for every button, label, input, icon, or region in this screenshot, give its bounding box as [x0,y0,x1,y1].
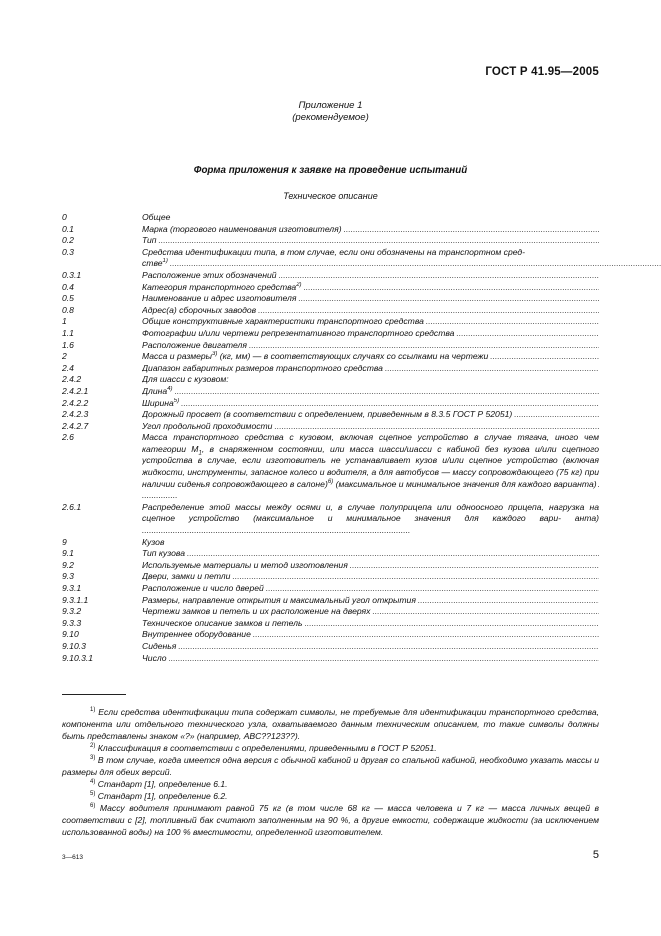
item-text-part: Кузов [142,536,165,547]
item-text [142,502,599,537]
item-text [142,293,298,305]
item-row [62,270,599,282]
item-text-part: (максимальное и минимальное значения для каждого варианта) [333,478,597,489]
item-text-part: Распределение этой массы между осями и, в случае полуприцепа или одноосного прицепа, нагрузка на сцепное устройство (максимальное и минимальное значения для каждого вари- [142,501,599,524]
item-text-part: Техническое описание замков и петель [142,617,303,628]
footnote-mark: 6) [90,803,96,810]
item-text-part: Марка (торгового наименования изготовителя) [142,223,342,234]
footnote [62,743,599,755]
item-text [142,583,266,595]
item-text [142,548,187,560]
footnote [62,755,599,779]
item-row [62,560,599,572]
item-row [62,293,599,305]
item-text-part: Диапазон габаритных размеров транспортного средства [142,362,383,373]
section-title: Техническое описание [283,191,378,201]
item-number: 2.4.2.3 [62,409,89,420]
item-row [62,595,599,607]
item-text-part: Средства идентификации типа, в том случае, если они обозначены на транспортном сред- [142,246,526,257]
item-text [142,641,178,653]
item-text-part: Общее [142,212,171,222]
item-number: 9.3.2 [62,606,82,617]
leader-dots [490,351,599,363]
item-text-part: Внутреннее оборудование [142,629,251,640]
item-text [142,374,231,386]
leader-dots [298,293,599,305]
leader-dots [274,421,599,433]
item-number: 9.3 [62,571,74,582]
item-text-part: Адрес(а) сборочных заводов [142,304,257,315]
leader-dots [344,224,599,236]
item-number: 9.3.3 [62,617,82,628]
item-number: 2.4.2.7 [62,420,89,431]
item-number: 0.1 [62,223,74,234]
item-text-part: Для шасси с кузовом: [142,374,229,385]
item-row [62,653,599,665]
annex-title: Приложение 1 [298,100,363,111]
leader-dots [181,398,599,410]
item-text [142,351,490,363]
item-number: 9.1 [62,548,74,559]
leader-dots [418,595,599,607]
item-row [62,606,599,618]
item-text-part: стве [142,258,163,269]
item-text [142,212,172,224]
item-text-part: Длина [142,385,168,396]
item-list [62,212,599,664]
item-row [62,386,599,398]
item-number: 2.4.2 [62,374,82,385]
item-text-part: Размеры, направление открытия и максимальный угол открытия [142,594,416,605]
item-number: 2.6 [62,432,74,443]
item-text [142,224,344,236]
item-text-part: (кг, мм) — в соответствующих случаях со ссылками на чертежи [217,351,489,362]
footnote [62,779,599,791]
footnote [62,791,599,803]
item-text [142,537,166,549]
leader-dots: . . . . . . . . . . . . . . . . . . . . . . . . . . . . . . . . . . . . . . . . . . . . . . . . . . . . . . . . . . . . . . . . . . . . . . . . . . . . . . . . . . . . . . . . . . . . . . . . . . . . . . . . . . . . . . . . . [142,525,410,536]
footnote-separator [62,694,126,695]
item-number: 9.3.1 [62,583,82,593]
leader-dots: . . . . . . . . . . . . . . . . [142,478,599,501]
item-row [62,224,599,236]
item-row [62,571,599,583]
item-row [62,398,599,410]
item-row [62,421,599,433]
item-text [142,247,661,270]
leader-dots [170,258,661,270]
leader-dots [385,363,599,375]
item-row [62,537,599,549]
item-text-part: Угол продольной проходимости [142,420,273,431]
item-text [142,282,304,294]
item-text [142,316,426,328]
leader-dots [456,328,599,340]
item-number: 0 [62,212,67,222]
footnote-mark: 4) [90,779,96,786]
leader-dots [175,386,599,398]
footnote-ref: 2) [296,281,302,288]
footnote-ref: 4) [167,386,173,393]
item-number: 0.3 [62,246,74,257]
item-text-part: Сиденья [142,640,177,651]
item-text-part: Масса и размеры [142,351,213,362]
item-text [142,305,258,317]
item-row [62,409,599,421]
leader-dots [304,282,599,294]
item-row [62,641,599,653]
item-row [62,235,599,247]
item-number: 0.2 [62,235,74,246]
item-row [62,548,599,560]
item-text [142,421,274,433]
item-row [62,212,599,224]
leader-dots [232,571,599,583]
item-text [142,340,249,352]
item-row [62,363,599,375]
footnote-text: Стандарт [1], определение 6.2. [97,791,228,801]
item-text-part: Расположение двигателя [142,339,247,350]
item-text [142,571,232,583]
leader-dots [372,606,599,618]
item-number: 0.3.1 [62,269,82,280]
page-number: 5 [592,849,599,861]
item-number: 0.5 [62,293,74,304]
item-number: 2.4.2.2 [62,397,89,408]
item-row [62,282,599,294]
item-text-part: Тип [142,235,157,246]
item-text [142,560,350,572]
item-number: 2.4 [62,362,74,373]
item-number: 2.4.2.1 [62,385,89,396]
item-number: 9 [62,536,67,547]
leader-dots [279,270,599,282]
leader-dots [350,560,599,572]
leader-dots [253,629,599,641]
item-text-part: анта) [574,513,599,524]
footnote-text: В том случае, когда имеется одна версия с обычной кабиной и другая со спальной кабиной, необходимо указать массы и размеры для обеих версий. [62,755,600,777]
item-number: 0.8 [62,304,74,315]
item-row [62,432,599,502]
item-row [62,351,599,363]
item-row [62,583,599,595]
item-text-part: Общие конструктивные характеристики транспортного средства [142,316,424,327]
footnote-mark: 3) [90,755,96,762]
item-text-part: Расположение и число дверей [142,583,264,593]
footnote-ref: 3) [212,351,218,358]
item-number: 9.3.1.1 [62,594,89,605]
print-code: 3—613 [62,854,83,861]
item-row [62,328,599,340]
item-text [142,606,372,618]
item-text-part: Число [142,652,167,663]
leader-dots [178,641,599,653]
item-row [62,316,599,328]
document-code: ГОСТ Р 41.95—2005 [485,66,599,78]
leader-dots [426,316,599,328]
item-text-part: Масса транспортного средства с кузовом, включая сцепное устройство в случае тягача, иного чем категории M [142,432,599,454]
item-row [62,374,599,386]
item-text-part: Двери, замки и петли [142,571,231,582]
item-text [142,235,158,247]
leader-dots [258,305,599,317]
item-row [62,305,599,317]
item-number: 9.10 [62,629,79,640]
footnote-text: Стандарт [1], определение 6.1. [97,779,228,789]
leader-dots [158,235,599,247]
item-number: 2 [62,351,67,362]
item-row [62,340,599,352]
subscript: 1 [198,450,202,457]
form-title: Форма приложения к заявке на проведение испытаний [193,165,468,176]
item-text-part: Чертежи замков и петель и их расположение на дверях [142,606,371,617]
item-text-part: Фотографии и/или чертежи репрезентативного транспортного средства [142,327,455,338]
leader-dots [305,618,599,630]
footnote-mark: 2) [90,743,96,750]
footnote [62,803,599,838]
item-number: 9.10.3 [62,640,86,651]
item-number: 0.4 [62,281,74,292]
leader-dots [169,653,600,665]
item-number: 1 [62,316,67,327]
item-text-part: Наименование и адрес изготовителя [142,293,297,304]
item-text-part: Ширина [142,397,174,408]
item-text [142,270,279,282]
item-row [62,629,599,641]
footnote-text: Если средства идентификации типа содержат символы, не требуемые для идентификации транспортного средства, компонента или отдельного технического узла, охватываемого данным техническим описанием, то такие символы должны быть представлены знаком «?» (например, ABC??123??). [62,707,599,741]
footnote-ref: 1) [162,258,168,265]
item-number: 2.6.1 [62,501,82,512]
item-text-part: , в снаряженном состоянии, или масса шасси/шасси с кабиной без кузова и/или сцепного устройства в случае, если изготовитель не устанавливает кузов и/или сцепное устройство (включая жидкости, инструменты, запасное колесо и водителя, а для автобусов — массу сопровождающего (75 кг) при наличии сиденья сопровождающего в салоне) [142,443,599,489]
footnote-mark: 1) [90,707,96,714]
item-text-part: Дорожный просвет (в соответствии с определением, приведенным в 8.3.5 ГОСТ Р 52051) [142,409,513,420]
item-text [142,653,169,665]
item-number: 9.2 [62,559,74,570]
footnote-text: Классификация в соответствии с определениями, приведенными в ГОСТ Р 52051. [97,743,437,753]
item-text [142,595,418,607]
item-row [62,618,599,630]
leader-dots [249,340,599,352]
annex-subtitle: (рекомендуемое) [292,112,369,123]
item-text-part: Категория транспортного средства [142,281,297,292]
leader-dots [187,548,599,560]
item-text [142,363,385,375]
item-text-part: Тип кузова [142,548,185,559]
item-text-part: Используемые материалы и метод изготовления [142,559,348,570]
item-text [142,386,175,398]
item-text-part: Расположение этих обозначений [142,269,277,280]
item-number: 1.6 [62,339,74,350]
item-row [62,502,599,537]
item-number: 1.1 [62,327,74,338]
item-text [142,618,305,630]
item-text [142,432,599,502]
footnote-mark: 5) [90,791,96,798]
leader-dots [266,583,599,595]
item-row [62,247,599,270]
leader-dots [514,409,599,421]
footnote-text: Массу водителя принимают равной 75 кг (в том числе 68 кг — масса человека и 7 кг — масса личных вещей в соответствии с [2], топливный бак считают заполненным на 90 %, а другие емкости, содержащие жидкости (за исключением использованной воды) на 100 % вместимости, определенной изготовителем. [62,803,599,837]
footnote [62,707,599,742]
item-text [142,629,253,641]
item-text [142,409,514,421]
item-text [142,328,456,340]
footnote-ref: 5) [173,397,180,404]
item-text [142,398,181,410]
item-number: 9.10.3.1 [62,652,94,663]
footnote-ref: 6) [327,478,334,485]
